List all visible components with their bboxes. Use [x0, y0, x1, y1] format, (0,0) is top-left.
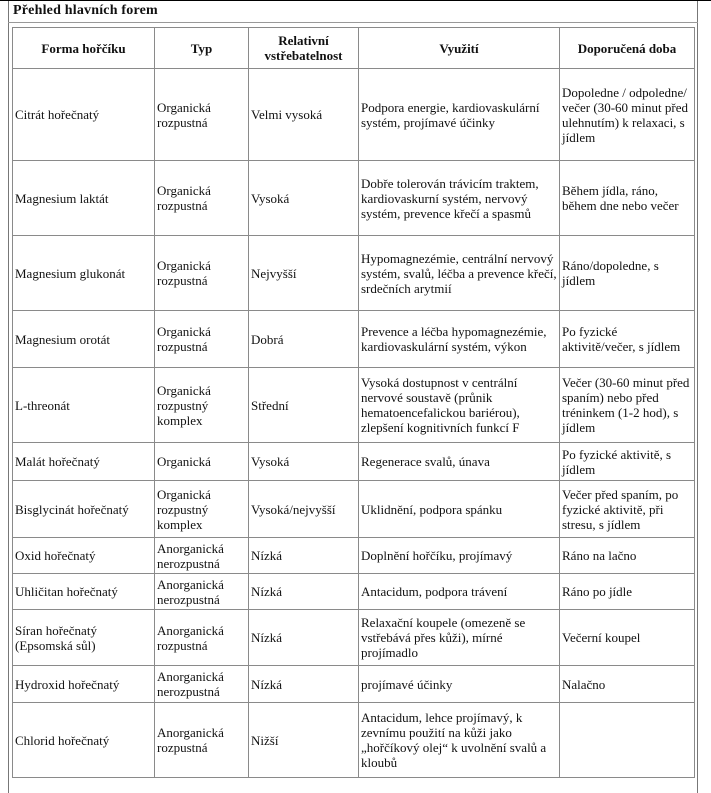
- cell-vstrebatelnost: Velmi vysoká: [249, 69, 359, 161]
- header-vyuziti: Využití: [359, 28, 560, 69]
- cell-doba: Během jídla, ráno, během dne nebo večer: [560, 161, 695, 236]
- cell-vyuziti: Regenerace svalů, únava: [359, 443, 560, 481]
- cell-typ: Organická rozpustná: [155, 311, 249, 368]
- cell-doba: Ráno po jídle: [560, 574, 695, 610]
- cell-vstrebatelnost: Nižší: [249, 703, 359, 778]
- cell-vstrebatelnost: Vysoká/nejvyšší: [249, 481, 359, 538]
- cell-forma: Síran hořečnatý (Epsomská sůl): [13, 610, 155, 666]
- cell-forma: Magnesium orotát: [13, 311, 155, 368]
- cell-doba: Nalačno: [560, 666, 695, 703]
- table-row: [13, 69, 695, 161]
- cell-vyuziti: Vysoká dostupnost v centrální nervové soustavě (průnik hematoencefalickou bariérou), zlepšení kognitivních funkcí F: [359, 368, 560, 443]
- cell-vstrebatelnost: Nejvyšší: [249, 236, 359, 311]
- cell-doba: Večer před spaním, po fyzické aktivitě, při stresu, s jídlem: [560, 481, 695, 538]
- cell-vyuziti: Antacidum, lehce projímavý, k zevnímu použití na kůži jako „hořčíkový olej“ k uvolnění svalů a kloubů: [359, 703, 560, 778]
- table-row: [13, 538, 695, 574]
- table-row: [13, 666, 695, 703]
- cell-vyuziti: Prevence a léčba hypomagnezémie, kardiovaskulární systém, výkon: [359, 311, 560, 368]
- header-typ: Typ: [155, 28, 249, 69]
- table-caption: Přehled hlavních forem: [13, 3, 158, 18]
- cell-vyuziti: Antacidum, podpora trávení: [359, 574, 560, 610]
- cell-doba: [560, 703, 695, 778]
- cell-vstrebatelnost: Dobrá: [249, 311, 359, 368]
- cell-typ: Anorganická nerozpustná: [155, 538, 249, 574]
- table-row: [13, 368, 695, 443]
- cell-forma: Magnesium laktát: [13, 161, 155, 236]
- table-row: [13, 311, 695, 368]
- cell-vstrebatelnost: Nízká: [249, 538, 359, 574]
- cell-typ: Anorganická rozpustná: [155, 610, 249, 666]
- cell-vyuziti: projímavé účinky: [359, 666, 560, 703]
- cell-doba: Ráno/dopoledne, s jídlem: [560, 236, 695, 311]
- cell-forma: Oxid hořečnatý: [13, 538, 155, 574]
- table-row: [13, 236, 695, 311]
- cell-vstrebatelnost: Nízká: [249, 574, 359, 610]
- right-rule: [697, 1, 698, 793]
- cell-typ: Anorganická nerozpustná: [155, 666, 249, 703]
- cell-typ: Organická rozpustná: [155, 69, 249, 161]
- table-row: [13, 443, 695, 481]
- table-row: [13, 610, 695, 666]
- header-doba: Doporučená doba: [560, 28, 695, 69]
- cell-forma: Citrát hořečnatý: [13, 69, 155, 161]
- cell-typ: Organická rozpustný komplex: [155, 481, 249, 538]
- table-row: [13, 161, 695, 236]
- left-rule: [8, 1, 9, 793]
- cell-typ: Anorganická nerozpustná: [155, 574, 249, 610]
- cell-doba: Ráno na lačno: [560, 538, 695, 574]
- cell-forma: Uhličitan hořečnatý: [13, 574, 155, 610]
- cell-vstrebatelnost: Nízká: [249, 610, 359, 666]
- table-row: [13, 481, 695, 538]
- header-forma: Forma hořčíku: [13, 28, 155, 69]
- cell-doba: Večer (30-60 minut před spaním) nebo před tréninkem (1-2 hod), s jídlem: [560, 368, 695, 443]
- cell-doba: Dopoledne / odpoledne/ večer (30-60 minut před ulehnutím) k relaxaci, s jídlem: [560, 69, 695, 161]
- cell-typ: Organická rozpustný komplex: [155, 368, 249, 443]
- cell-vstrebatelnost: Vysoká: [249, 161, 359, 236]
- cell-forma: Magnesium glukonát: [13, 236, 155, 311]
- cell-doba: Po fyzické aktivitě/večer, s jídlem: [560, 311, 695, 368]
- table-row: [13, 574, 695, 610]
- cell-vstrebatelnost: Vysoká: [249, 443, 359, 481]
- cell-vstrebatelnost: Nízká: [249, 666, 359, 703]
- cell-forma: Chlorid hořečnatý: [13, 703, 155, 778]
- cell-forma: Hydroxid hořečnatý: [13, 666, 155, 703]
- caption-rule: [8, 22, 698, 23]
- cell-doba: Večerní koupel: [560, 610, 695, 666]
- top-rule: [0, 0, 711, 1]
- header-vstrebatelnost: Relativní vstřebatelnost: [249, 28, 359, 69]
- cell-vstrebatelnost: Střední: [249, 368, 359, 443]
- cell-forma: L-threonát: [13, 368, 155, 443]
- cell-vyuziti: Relaxační koupele (omezeně se vstřebává přes kůži), mírné projímadlo: [359, 610, 560, 666]
- cell-forma: Bisglycinát hořečnatý: [13, 481, 155, 538]
- cell-vyuziti: Uklidnění, podpora spánku: [359, 481, 560, 538]
- cell-forma: Malát hořečnatý: [13, 443, 155, 481]
- cell-vyuziti: Hypomagnezémie, centrální nervový systém, svalů, léčba a prevence křečí, srdečních arytmií: [359, 236, 560, 311]
- cell-typ: Organická rozpustná: [155, 161, 249, 236]
- cell-vyuziti: Podpora energie, kardiovaskulární systém, projímavé účinky: [359, 69, 560, 161]
- cell-vyuziti: Dobře tolerován trávicím traktem, kardiovaskurní systém, nervový systém, prevence křečí a spasmů: [359, 161, 560, 236]
- magnesium-forms-table: [12, 27, 695, 778]
- cell-doba: Po fyzické aktivitě, s jídlem: [560, 443, 695, 481]
- table-row: [13, 703, 695, 778]
- cell-typ: Organická rozpustná: [155, 236, 249, 311]
- cell-vyuziti: Doplnění hořčíku, projímavý: [359, 538, 560, 574]
- cell-typ: Organická: [155, 443, 249, 481]
- table-header-row: [13, 28, 695, 69]
- cell-typ: Anorganická rozpustná: [155, 703, 249, 778]
